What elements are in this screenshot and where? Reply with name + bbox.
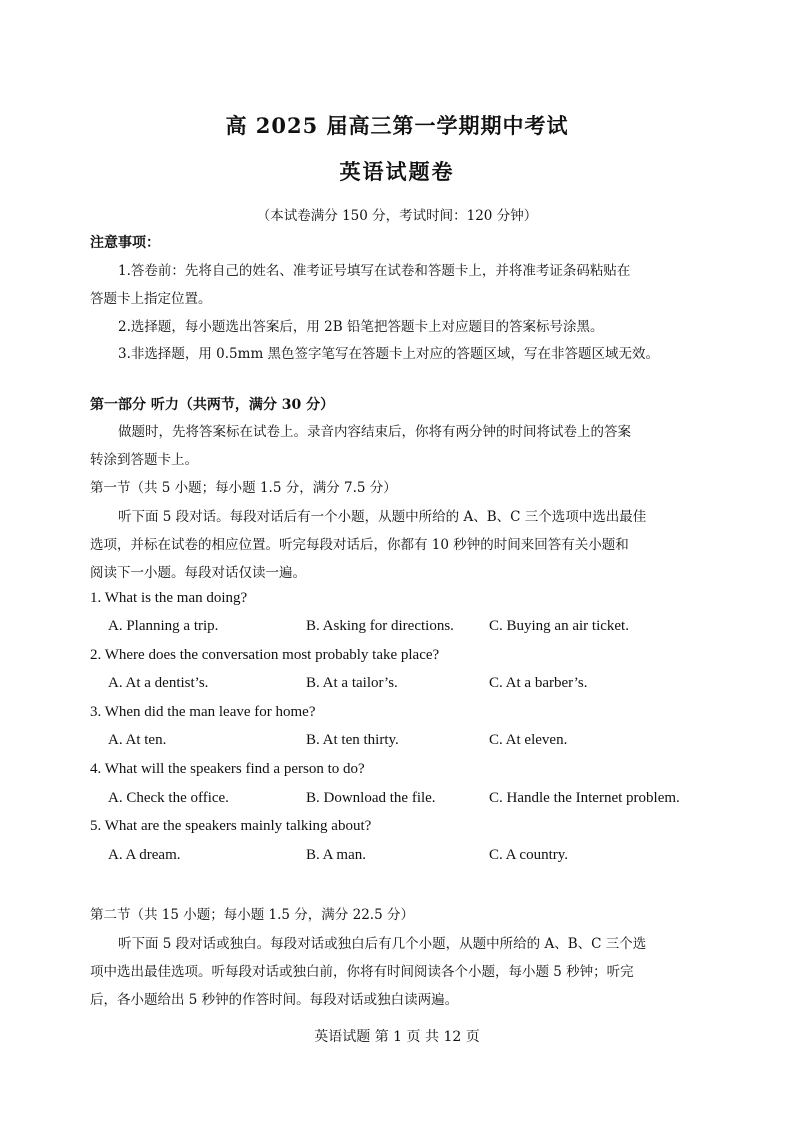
question-1-option-a: A. Planning a trip. <box>108 618 219 634</box>
exam-info: （本试卷满分 150 分，考试时间：120 分钟） <box>256 208 538 224</box>
question-1-option-c: C. Buying an air ticket. <box>489 618 629 634</box>
question-5: 5. What are the speakers mainly talking about? <box>90 818 372 834</box>
question-2-option-b: B. At a tailor’s. <box>306 675 398 691</box>
note-item-3: 3.非选择题，用 0.5mm 黑色签字笔写在答题卡上对应的答题区域，写在非答题区域无效。 <box>118 346 660 362</box>
question-1-option-b: B. Asking for directions. <box>306 618 454 634</box>
note-item-2: 2.选择题，每小题选出答案后，用 2B 铅笔把答题卡上对应题目的答案标号涂黑。 <box>118 319 604 335</box>
part1-heading: 第一部分 听力（共两节，满分 30 分） <box>90 397 335 413</box>
question-4: 4. What will the speakers find a person to do? <box>90 761 365 777</box>
section1-heading: 第一节（共 5 小题；每小题 1.5 分，满分 7.5 分） <box>90 480 397 496</box>
question-3-option-c: C. At eleven. <box>489 732 568 748</box>
question-1: 1. What is the man doing? <box>90 590 248 606</box>
note-item-1-cont: 答题卡上指定位置。 <box>90 291 212 307</box>
page-footer: 英语试题 第 1 页 共 12 页 <box>314 1029 480 1045</box>
question-2-option-c: C. At a barber’s. <box>489 675 588 691</box>
exam-title: 高 2025 届高三第一学期期中考试 <box>225 113 569 138</box>
question-3-option-a: A. At ten. <box>108 732 167 748</box>
question-4-option-c: C. Handle the Internet problem. <box>489 790 680 806</box>
question-4-option-b: B. Download the file. <box>306 790 436 806</box>
question-5-option-a: A. A dream. <box>108 847 181 863</box>
exam-subtitle: 英语试题卷 <box>339 159 455 184</box>
section2-heading: 第二节（共 15 小题；每小题 1.5 分，满分 22.5 分） <box>90 907 414 923</box>
section2-intro-line3: 后，各小题给出 5 秒钟的作答时间。每段对话或独白读两遍。 <box>90 992 459 1008</box>
section1-intro-line1: 听下面 5 段对话。每段对话后有一个小题，从题中所给的 A、B、C 三个选项中选出最佳 <box>118 509 647 525</box>
question-3: 3. When did the man leave for home? <box>90 704 316 720</box>
question-5-option-b: B. A man. <box>306 847 367 863</box>
question-4-option-a: A. Check the office. <box>108 790 229 806</box>
question-2-option-a: A. At a dentist’s. <box>108 675 209 691</box>
part1-intro: 做题时，先将答案标在试卷上。录音内容结束后，你将有两分钟的时间将试卷上的答案 <box>118 424 631 440</box>
section1-intro-line3: 阅读下一小题。每段对话仅读一遍。 <box>90 565 306 581</box>
notes-heading: 注意事项： <box>90 235 160 251</box>
question-5-option-c: C. A country. <box>489 847 569 863</box>
question-2: 2. Where does the conversation most probably take place? <box>90 647 440 663</box>
note-item-1: 1.答卷前：先将自己的姓名、准考证号填写在试卷和答题卡上，并将准考证条码粘贴在 <box>118 263 631 279</box>
part1-intro-cont: 转涂到答题卡上。 <box>90 452 198 468</box>
question-3-option-b: B. At ten thirty. <box>306 732 399 748</box>
section1-intro-line2: 选项，并标在试卷的相应位置。听完每段对话后，你都有 10 秒钟的时间来回答有关小题和 <box>90 537 629 553</box>
section2-intro-line2: 项中选出最佳选项。听每段对话或独白前，你将有时间阅读各个小题，每小题 5 秒钟；听完 <box>90 964 634 980</box>
section2-intro-line1: 听下面 5 段对话或独白。每段对话或独白后有几个小题，从题中所给的 A、B、C 三个选 <box>118 936 647 952</box>
